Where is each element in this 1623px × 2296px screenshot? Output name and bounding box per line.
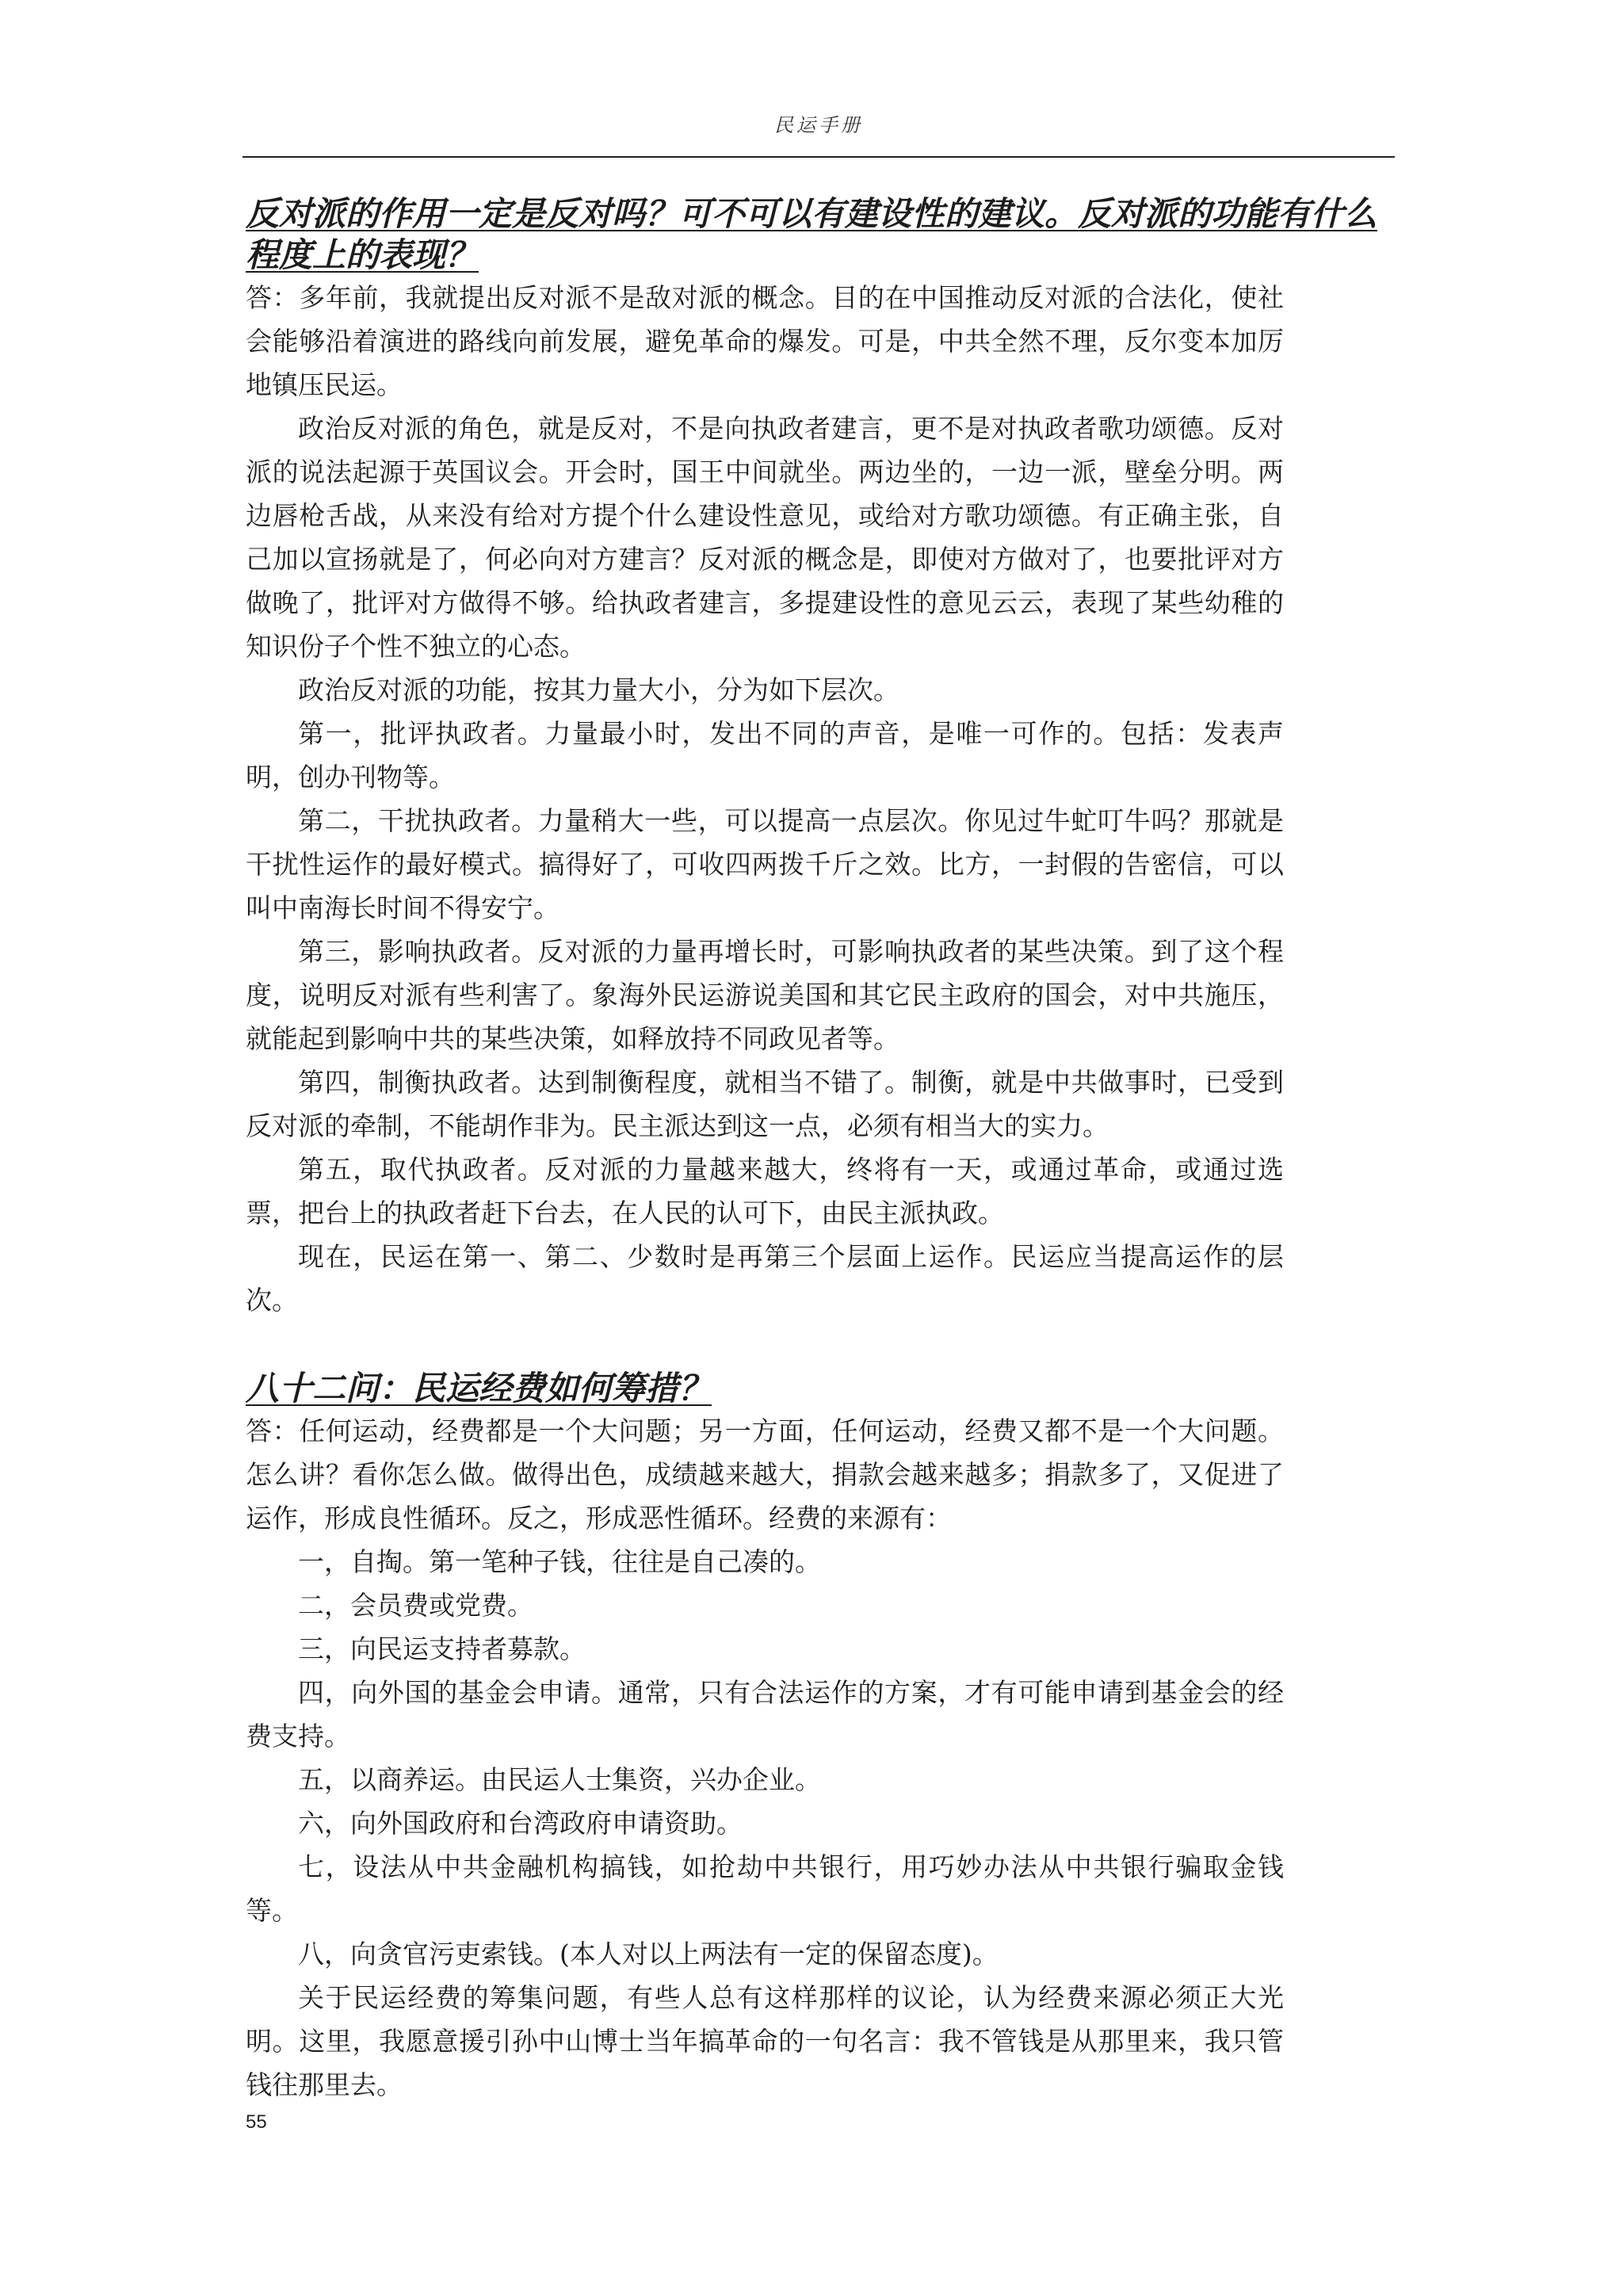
list-item: 五，以商养运。由民运人士集资，兴办企业。 (298, 1764, 821, 1795)
body-paragraph: 现在，民运在第一、第二、少数时是再第三个层面上运作。民运应当提高运作的层次。 (246, 1241, 1284, 1316)
body-paragraph: 第三，影响执政者。反对派的力量再增长时，可影响执政者的某些决策。到了这个程度，说明反对派有些利害了。象海外民运游说美国和其它民主政府的国会，对中共施压，就能起到影响中共的某些决策，如释放持不同政见者等。 (246, 936, 1284, 1054)
body-paragraph: 第五，取代执政者。反对派的力量越来越大，终将有一天，或通过革命，或通过选票，把台上的执政者赶下台去，在人民的认可下，由民主派执政。 (246, 1154, 1284, 1228)
body-paragraph: 第一，批评执政者。力量最小时，发出不同的声音，是唯一可作的。包括：发表声明，创办刊物等。 (246, 718, 1284, 793)
body-paragraph: 政治反对派的功能，按其力量大小，分为如下层次。 (298, 674, 899, 705)
list-item: 七，设法从中共金融机构搞钱，如抢劫中共银行，用巧妙办法从中共银行骗取金钱等。 (246, 1851, 1284, 1926)
body-paragraph: 第四，制衡执政者。达到制衡程度，就相当不错了。制衡，就是中共做事时，已受到反对派的牵制，不能胡作非为。民主派达到这一点，必须有相当大的实力。 (246, 1067, 1284, 1141)
answer-paragraph: 答：多年前，我就提出反对派不是敌对派的概念。目的在中国推动反对派的合法化，使社会能够沿着演进的路线向前发展，避免革命的爆发。可是，中共全然不理，反尔变本加厉地镇压民运。 (246, 282, 1284, 400)
page-number: 55 (246, 2111, 267, 2133)
answer-paragraph: 答：任何运动，经费都是一个大问题；另一方面，任何运动，经费又都不是一个大问题。怎么讲？看你怎么做。做得出色，成绩越来越大，捐款会越来越多；捐款多了，又促进了运作，形成良性循环。反之，形成恶性循环。经费的来源有： (246, 1415, 1284, 1534)
list-item: 四，向外国的基金会申请。通常，只有合法运作的方案，才有可能申请到基金会的经费支持。 (246, 1677, 1284, 1752)
list-item: 八，向贪官污吏索钱。(本人对以上两法有一定的保留态度)。 (298, 1939, 999, 1969)
list-item: 六，向外国政府和台湾政府申请资助。 (298, 1808, 743, 1839)
header-divider (242, 156, 1395, 158)
running-header: 民运手册 (774, 114, 863, 136)
body-paragraph: 关于民运经费的筹集问题，有些人总有这样那样的议论，认为经费来源必须正大光明。这里，我愿意援引孙中山博士当年搞革命的一句名言：我不管钱是从那里来，我只管钱往那里去。 (246, 1982, 1284, 2100)
list-item: 三，向民运支持者募款。 (298, 1633, 586, 1664)
list-item: 二，会员费或党费。 (298, 1590, 533, 1621)
page-body (246, 193, 1378, 2107)
list-item: 一，自掏。第一笔种子钱，往往是自己凑的。 (298, 1546, 821, 1577)
question-heading: 反对派的作用一定是反对吗？可不可以有建设性的建议。反对派的功能有什么程度上的表现？ (246, 194, 1378, 274)
question-82-heading: 八十二问：民运经费如何筹措？ (246, 1369, 712, 1408)
body-paragraph: 第二，干扰执政者。力量稍大一些，可以提高一点层次。你见过牛虻叮牛吗？那就是干扰性运作的最好模式。搞得好了，可收四两拨千斤之效。比方，一封假的告密信，可以叫中南海长时间不得安宁。 (246, 805, 1284, 923)
body-paragraph: 政治反对派的角色，就是反对，不是向执政者建言，更不是对执政者歌功颂德。反对派的说法起源于英国议会。开会时，国王中间就坐。两边坐的，一边一派，壁垒分明。两边唇枪舌战，从来没有给对方提个什么建设性意见，或给对方歌功颂德。有正确主张，自己加以宣扬就是了，何必向对方建言？反对派的概念是，即使对方做对了，也要批评对方做晚了，批评对方做得不够。给执政者建言，多提建设性的意见云云，表现了某些幼稚的知识份子个性不独立的心态。 (246, 413, 1284, 662)
